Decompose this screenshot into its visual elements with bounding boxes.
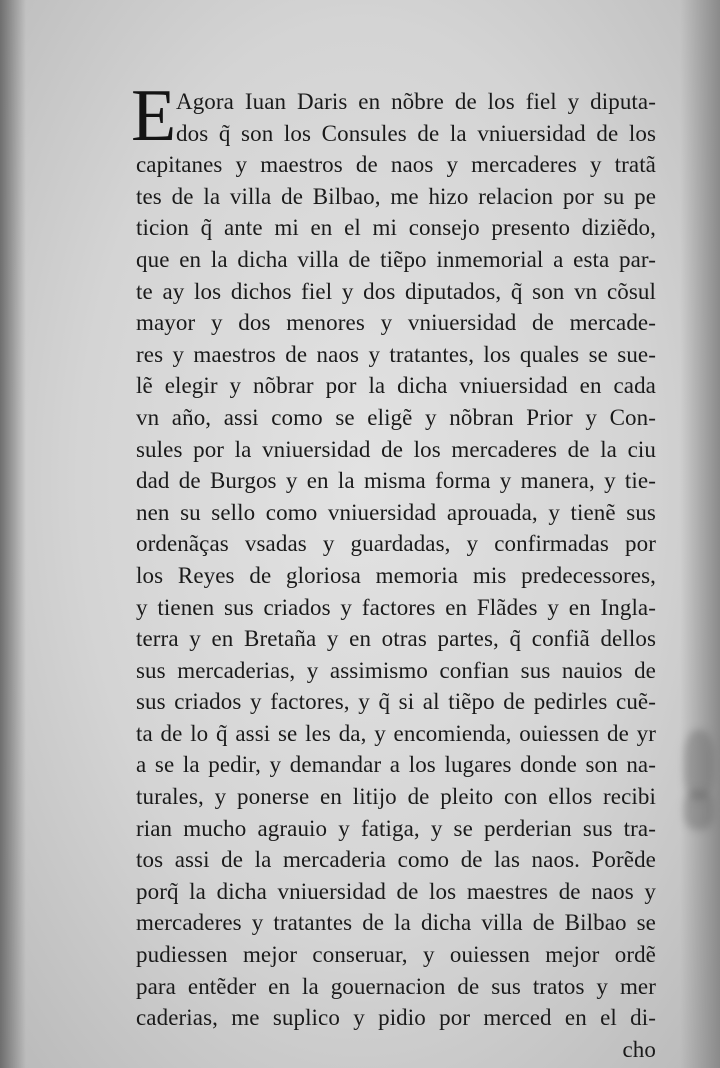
text-line: sus criados y factores, y q̃ si al tiẽpo de pedirles cuẽ- xyxy=(136,689,656,715)
text-line: res y maestros de naos y tratantes, los quales se sue- xyxy=(136,341,656,367)
text-line: los Reyes de gloriosa memoria mis predecessores, xyxy=(136,562,656,588)
text-line: que en la dicha villa de tiẽpo inmemorial a esta par- xyxy=(136,246,656,272)
text-line: sus mercaderias, y assimismo confian sus nauios de xyxy=(136,657,656,683)
text-line: para entẽder en la gouernacion de sus tratos y mer xyxy=(136,973,656,999)
text-line: dad de Burgos y en la misma forma y manera, y tie- xyxy=(136,468,656,494)
text-line: porq̃ la dicha vniuersidad de los maestres de naos y xyxy=(136,878,656,904)
text-line: turales, y ponerse en litijo de pleito con ellos recibi xyxy=(136,784,656,810)
page-gutter-shadow xyxy=(0,0,26,1068)
text-line: mercaderes y tratantes de la dicha villa de Bilbao se xyxy=(136,910,656,936)
text-line: rian mucho agrauio y fatiga, y se perderian sus tra- xyxy=(136,815,656,841)
page-edge-shadow xyxy=(680,0,720,1068)
text-line: caderias, me suplico y pidio por merced en el di- xyxy=(136,1005,656,1031)
text-line: a se la pedir, y demandar a los lugares donde son na- xyxy=(136,752,656,778)
text-line: mayor y dos menores y vniuersidad de mercade- xyxy=(136,310,656,336)
ink-bleed-mark xyxy=(684,790,714,830)
text-line: te ay los dichos fiel y dos diputados, q̃ son vn cõsul xyxy=(136,278,656,304)
text-line: capitanes y maestros de naos y mercaderes y tratã xyxy=(136,152,656,178)
text-line: dos q̃ son los Consules de la vniuersidad de los xyxy=(176,120,656,146)
drop-cap: E xyxy=(131,75,177,157)
text-line: ordenãças vsadas y guardadas, y confirmadas por xyxy=(136,531,656,557)
text-line: ticion q̃ ante mi en el mi consejo presento diziẽdo, xyxy=(136,215,656,241)
text-line: nen su sello como vniuersidad aprouada, y tienẽ sus xyxy=(136,499,656,525)
text-line: Agora Iuan Daris en nõbre de los fiel y diputa- xyxy=(176,89,656,114)
text-line: sules por la vniuersidad de los mercaderes de la ciu xyxy=(136,436,656,462)
body-text xyxy=(136,86,656,1065)
text-line: lẽ elegir y nõbrar por la dicha vniuersidad en cada xyxy=(136,373,656,399)
text-line: terra y en Bretaña y en otras partes, q̃ confiã dellos xyxy=(136,626,656,652)
text-line: tos assi de la mercaderia como de las naos. Porẽde xyxy=(136,847,656,873)
catchword: cho xyxy=(622,1036,656,1062)
text-line: y tienen sus criados y factores en Flãdes y en Ingla- xyxy=(136,594,656,620)
text-line: pudiessen mejor conseruar, y ouiessen mejor ordẽ xyxy=(136,942,656,968)
text-line: tes de la villa de Bilbao, me hizo relacion por su pe xyxy=(136,183,656,209)
text-line: ta de lo q̃ assi se les da, y encomienda, ouiessen de yr xyxy=(136,720,656,746)
text-line: vn año, assi como se eligẽ y nõbran Prior y Con- xyxy=(136,404,656,430)
